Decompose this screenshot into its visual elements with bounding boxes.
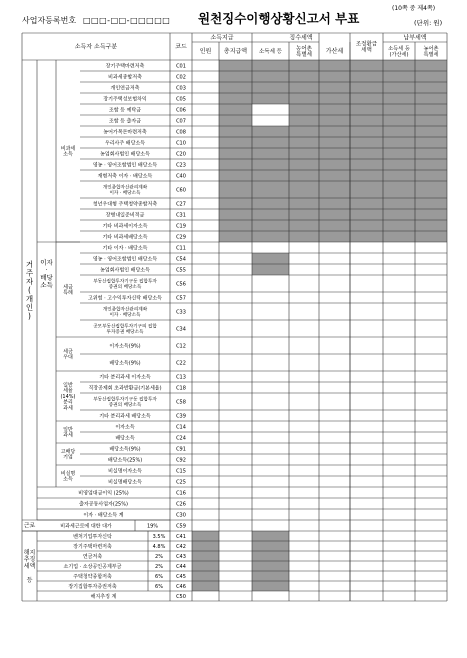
row-code: C59 <box>176 523 186 530</box>
row-rate: 2% <box>155 563 163 570</box>
col-withholding: 징수세액 <box>289 34 313 42</box>
row-code: C07 <box>176 118 186 125</box>
row-code: C42 <box>176 543 186 550</box>
row-label: 배당소득(25%) <box>107 457 143 464</box>
shaded-cell <box>192 571 219 581</box>
row-code: C44 <box>176 563 186 570</box>
shaded-cell <box>219 198 447 209</box>
row-label: 농업회사법인 배당소득 <box>100 151 150 158</box>
row-label: 농업회사법인 배당소득 <box>100 267 150 274</box>
row-code: C39 <box>176 413 186 420</box>
row-label: 해지추징 계 <box>90 593 117 600</box>
row-rate: 2% <box>155 553 163 560</box>
row-code: C27 <box>176 201 186 208</box>
row-code: C92 <box>176 457 186 464</box>
shaded-cell <box>219 126 447 137</box>
row-label: 개인연금저축 <box>110 85 140 92</box>
page-note: (10쪽 중 제4쪽) <box>392 5 436 12</box>
row-code: C31 <box>176 212 186 219</box>
row-code: C46 <box>176 583 186 590</box>
row-rate: 19% <box>146 523 159 530</box>
unit-label: (단위: 원) <box>414 19 443 27</box>
shaded-cell <box>192 541 219 551</box>
row-label: 비실명이자소득 <box>108 468 142 475</box>
row-label: 이자소득 <box>115 424 135 431</box>
shaded-cell <box>252 264 289 275</box>
row-code: C60 <box>176 187 186 194</box>
row-code: C41 <box>176 533 186 540</box>
group-resident: 거 주 자 ( 개 인 ) <box>25 259 34 321</box>
row-label: 청년우대형 주택청약종합저축 <box>92 201 158 208</box>
shaded-cell <box>219 82 447 93</box>
row-rate: 4.8% <box>152 543 166 550</box>
row-code: C05 <box>176 96 186 103</box>
shaded-cell <box>192 531 219 541</box>
col-add-tax: 가산세 <box>325 48 344 56</box>
row-code: C13 <box>176 374 186 381</box>
row-code: C15 <box>176 468 186 475</box>
row-label: 장기주택성보험차익 <box>103 96 147 103</box>
row-code: C06 <box>176 107 186 114</box>
shaded-cell <box>289 104 447 115</box>
shaded-cell <box>252 571 289 581</box>
row-label: 주택청약종합저축 <box>73 573 112 580</box>
col-paid-rural-tax: 농어촌 특별세 <box>423 45 439 58</box>
row-label: 연금저축 <box>82 553 103 560</box>
row-code: C30 <box>176 512 186 519</box>
shaded-cell <box>219 181 447 198</box>
row-code: C14 <box>176 424 186 431</box>
row-label: 영농 · 영어조합법인 배당소득 <box>92 162 158 169</box>
shaded-cell <box>252 561 289 571</box>
row-code: C55 <box>176 267 186 274</box>
shaded-cell <box>219 71 447 82</box>
row-rate: 6% <box>155 583 163 590</box>
shaded-cell <box>252 551 289 561</box>
row-label: 비영업대금이익 (25%) <box>78 490 129 497</box>
shaded-cell <box>219 60 447 71</box>
row-code: C03 <box>176 85 186 92</box>
shaded-cell <box>192 581 219 591</box>
row-rate: 6% <box>155 573 163 580</box>
col-paid-income-tax: 소득세 등 (가산세) <box>388 45 410 58</box>
row-label: 기타 분리과세 배당소득 <box>99 413 151 420</box>
row-code: C23 <box>176 162 186 169</box>
row-rate: 3.5% <box>152 533 166 540</box>
row-code: C19 <box>176 223 186 230</box>
col-code: 코드 <box>175 43 187 51</box>
row-code: C20 <box>176 151 186 158</box>
row-code: C56 <box>176 281 186 288</box>
group-high-dividend: 고배당 기업 <box>60 448 76 461</box>
shaded-cell <box>192 551 219 561</box>
row-label: 장기주택마련저축 <box>105 63 145 70</box>
biz-reg-value[interactable]: □□□-□□-□□□□□ <box>83 16 171 25</box>
shaded-cell <box>219 159 447 170</box>
shaded-cell <box>219 148 447 159</box>
row-label: 재형저축 이자 · 배당소득 <box>97 173 153 180</box>
col-income-tax: 소득세 등 <box>258 48 283 55</box>
row-label: 개인종합자산관리계좌 이자 · 배당소득 <box>102 307 148 318</box>
shaded-cell <box>219 220 447 231</box>
row-label: 부동산집합투자기구등 집합투자 증권의 배당소득 <box>93 279 157 290</box>
shaded-cell <box>219 104 252 115</box>
col-rural-tax: 농어촌 특별세 <box>296 45 312 59</box>
row-code: C40 <box>176 173 186 180</box>
row-label: 기타 이자 · 배당소득 <box>102 245 148 252</box>
shaded-cell <box>219 137 447 148</box>
row-label: 비과세종합저축 <box>108 74 142 81</box>
row-label: 이자소득(9%) <box>109 343 141 350</box>
row-code: C33 <box>176 309 186 316</box>
row-label: 비과세근로에 대한 대가 <box>60 523 112 530</box>
shaded-cell <box>252 581 289 591</box>
row-label: 비실명배당소득 <box>108 479 142 486</box>
row-label: 장병내일준비적금 <box>105 212 145 219</box>
row-label: 기타 분리과세 이자소득 <box>99 374 151 381</box>
row-label: 배당소득(9%) <box>109 446 141 453</box>
col-persons: 인원 <box>199 48 212 56</box>
row-label: 장기주택마련저축 <box>73 543 112 550</box>
shaded-cell <box>219 231 447 242</box>
row-code: C34 <box>176 326 186 333</box>
group-nontaxable: 비과세 소득 <box>60 145 76 158</box>
row-label: 고위험 · 고수익투자신탁 배당소득 <box>88 295 162 302</box>
row-label: 이자 · 배당소득 계 <box>83 512 124 519</box>
row-code: C57 <box>176 295 186 302</box>
row-code: C26 <box>176 501 186 508</box>
page-title: 원천징수이행상황신고서 부표 <box>198 11 360 26</box>
row-code: C16 <box>176 490 186 497</box>
row-code: C91 <box>176 446 186 453</box>
shaded-cell <box>219 209 447 220</box>
row-code: C11 <box>176 245 186 252</box>
row-label: 배당소득(9%) <box>109 360 141 367</box>
row-code: C50 <box>176 593 186 600</box>
row-label: 배당소득 <box>115 435 135 442</box>
row-code: C29 <box>176 234 186 241</box>
group-interest-dividend: 이자 · 배당 소득 <box>40 258 53 289</box>
row-label: 조합 등 예탁금 <box>108 107 142 114</box>
group-labor: 근로 <box>23 522 36 530</box>
row-label: 소기업 · 소상공인공제부금 <box>63 563 122 570</box>
row-code: C24 <box>176 435 186 442</box>
shaded-cell <box>252 531 289 541</box>
row-label: 기타 비과세이자소득 <box>102 223 148 230</box>
row-label: 농어가목돈마련저축 <box>103 129 147 136</box>
shaded-cell <box>289 115 447 126</box>
row-label: 장기집합투자증권저축 <box>68 583 117 590</box>
shaded-cell <box>219 170 447 181</box>
row-label: 조합 등 출자금 <box>108 118 142 125</box>
row-code: C22 <box>176 360 186 367</box>
biz-reg-label: 사업자등록번호 <box>22 16 77 25</box>
shaded-cell <box>252 541 289 551</box>
col-paid-tax: 납부세액 <box>403 34 427 42</box>
col-adjust-refund: 조정환급 세액 <box>355 41 378 54</box>
group-separate: 일반 세율 (14%) 분리 과세 <box>60 382 76 412</box>
row-code: C54 <box>176 256 186 263</box>
row-label: 부동산집합투자기구등 집합투자 증권의 배당소득 <box>93 397 157 408</box>
row-code: C58 <box>176 399 186 406</box>
row-code: C12 <box>176 343 186 350</box>
shaded-cell <box>252 253 289 264</box>
row-code: C02 <box>176 74 186 81</box>
row-code: C18 <box>176 385 186 392</box>
row-label: 우리사주 배당소득 <box>104 140 146 147</box>
row-code: C45 <box>176 573 186 580</box>
row-code: C43 <box>176 553 186 560</box>
shaded-cell <box>219 93 447 104</box>
row-label: 영농 · 영어조합법인 배당소득 <box>92 256 158 263</box>
row-label: 직장공제회 초과반환금(기본세율) <box>88 385 162 392</box>
col-payment: 소득지급 <box>210 34 234 42</box>
col-total-pay: 총지급액 <box>223 48 248 56</box>
group-nonresident: 비실명 소득 <box>60 470 76 483</box>
row-label: 공모부동산집합투자기구의 집합 투자증권 배당소득 <box>93 324 157 335</box>
col-income-type: 소득자 소득구분 <box>74 43 118 51</box>
shaded-cell <box>192 561 219 571</box>
row-code: C25 <box>176 479 186 486</box>
row-code: C08 <box>176 129 186 136</box>
group-taxable: 세금 우대 <box>63 348 73 361</box>
row-label: 벤처기업투자신탁 <box>73 533 112 540</box>
row-label: 기타 비과세배당소득 <box>102 234 148 241</box>
group-foreign: 해지 추징 세액 등 <box>23 549 36 584</box>
row-label: 개인종합자산관리계좌 이자 · 배당소득 <box>102 185 148 196</box>
group-general: 일반 과세 <box>63 426 73 439</box>
row-code: C10 <box>176 140 186 147</box>
group-reduced: 세금 특례 <box>63 284 73 297</box>
shaded-cell <box>219 115 252 126</box>
row-code: C01 <box>176 63 186 70</box>
row-label: 출자공동사업자(25%) <box>79 501 128 508</box>
